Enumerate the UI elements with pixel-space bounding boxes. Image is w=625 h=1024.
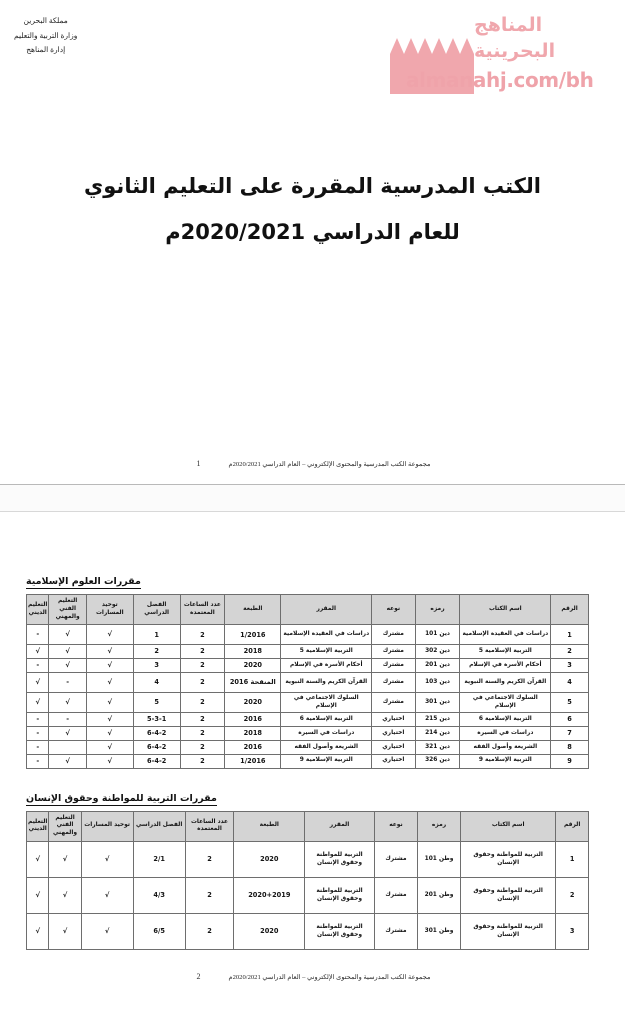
cell-unified-tracks: √ — [86, 659, 133, 673]
cell-book-name: دراسات في السيرة — [460, 727, 551, 741]
col-header-religious: التعليم الديني — [27, 811, 49, 841]
col-header-technical-vocational: التعليم الفني والمهني — [49, 811, 81, 841]
cell-technical-vocational — [49, 741, 86, 755]
almanahj-watermark-logo — [378, 10, 603, 92]
cell-no: 8 — [551, 741, 589, 755]
cell-type: مشترك — [372, 645, 415, 659]
document-page-1 — [0, 0, 625, 484]
page-separator — [0, 484, 625, 512]
cover-title-line-2: للعام الدراسي 2020/2021م — [165, 219, 460, 244]
cell-book-name: الشريعة وأصول الفقه — [460, 741, 551, 755]
cell-semester: 4/3 — [133, 878, 185, 914]
citizenship-table — [26, 811, 589, 950]
col-header-religious: التعليم الديني — [27, 595, 49, 625]
cell-no: 2 — [556, 878, 589, 914]
cell-course: التربية الإسلامية 5 — [281, 645, 372, 659]
cell-code: دين 214 — [415, 727, 460, 741]
cell-unified-tracks: √ — [86, 741, 133, 755]
cell-course: التربية الإسلامية 9 — [281, 754, 372, 768]
col-header-edition: الطبعة — [225, 595, 281, 625]
cell-code: دين 201 — [415, 659, 460, 673]
cell-course: التربية الإسلامية 6 — [281, 713, 372, 727]
cell-code: وطن 101 — [418, 842, 461, 878]
col-header-code: رمزه — [418, 811, 461, 841]
cell-no: 7 — [551, 727, 589, 741]
cell-course: دراسات في السيرة — [281, 727, 372, 741]
cell-hours: 2 — [185, 914, 234, 950]
col-header-code: رمزه — [415, 595, 460, 625]
cell-religious: - — [27, 727, 49, 741]
cell-semester: 2/1 — [133, 842, 185, 878]
cell-religious: - — [27, 754, 49, 768]
table-row — [27, 914, 589, 950]
col-header-book-name: اسم الكتاب — [460, 811, 555, 841]
cell-unified-tracks: √ — [81, 914, 133, 950]
cell-code: دين 215 — [415, 713, 460, 727]
cell-hours: 2 — [180, 741, 225, 755]
cell-type: مشترك — [374, 878, 417, 914]
cell-edition: 2018 — [225, 727, 281, 741]
col-header-semester: الفصل الدراسي — [133, 595, 180, 625]
footer-note-2: مجموعة الكتب المدرسية والمحتوى الإلكتروني – العام الدراسي 2020/2021م — [228, 974, 431, 981]
cell-religious: √ — [27, 645, 49, 659]
cell-hours: 2 — [180, 754, 225, 768]
cell-book-name: التربية للمواطنة وحقوق الإنسان — [460, 914, 555, 950]
cell-code: وطن 301 — [418, 914, 461, 950]
cell-course: الشريعة وأصول الفقه — [281, 741, 372, 755]
cell-no: 3 — [556, 914, 589, 950]
cell-type: مشترك — [374, 914, 417, 950]
cell-no: 5 — [551, 693, 589, 713]
cell-edition: 2020 — [234, 914, 305, 950]
col-header-type: نوعه — [372, 595, 415, 625]
cell-semester: 6-4-2 — [133, 754, 180, 768]
cell-hours: 2 — [180, 645, 225, 659]
cell-unified-tracks: √ — [86, 673, 133, 693]
table-row — [27, 645, 589, 659]
ministry-line-department: إدارة المناهج — [26, 45, 66, 55]
cell-hours: 2 — [180, 713, 225, 727]
cell-code: وطن 201 — [418, 878, 461, 914]
cell-edition: 1/2016 — [225, 754, 281, 768]
cell-hours: 2 — [180, 693, 225, 713]
cell-no: 4 — [551, 673, 589, 693]
col-header-semester: الفصل الدراسي — [133, 811, 185, 841]
cell-course: دراسات في العقيدة الإسلامية — [281, 625, 372, 645]
cell-type: اختياري — [372, 713, 415, 727]
cell-code: دين 302 — [415, 645, 460, 659]
cell-edition: 2016 — [225, 741, 281, 755]
cell-book-name: دراسات في العقيدة الإسلامية — [460, 625, 551, 645]
cell-technical-vocational: - — [49, 713, 86, 727]
cell-unified-tracks: √ — [86, 713, 133, 727]
cell-book-name: التربية الإسلامية 9 — [460, 754, 551, 768]
cell-unified-tracks: √ — [86, 645, 133, 659]
cell-book-name: التربية الإسلامية 5 — [460, 645, 551, 659]
section-title-islamic-sciences — [26, 576, 589, 587]
ministry-line-country: مملكة البحرين — [23, 16, 68, 25]
cell-unified-tracks: √ — [86, 754, 133, 768]
col-header-no: الرقم — [551, 595, 589, 625]
cell-religious: - — [27, 659, 49, 673]
table-row — [27, 727, 589, 741]
cell-edition: 2020+2019 — [234, 878, 305, 914]
cell-religious: - — [27, 625, 49, 645]
col-header-edition: الطبعة — [234, 811, 305, 841]
cell-religious: √ — [27, 878, 49, 914]
cell-hours: 2 — [180, 673, 225, 693]
cell-semester: 3 — [133, 659, 180, 673]
logo-arabic-line-1: المناهج — [474, 14, 543, 36]
cell-no: 9 — [551, 754, 589, 768]
islamic-sciences-table — [26, 594, 589, 769]
table-row — [27, 693, 589, 713]
cell-semester: 6/5 — [133, 914, 185, 950]
col-header-no: الرقم — [556, 811, 589, 841]
cover-title — [0, 170, 625, 249]
cell-course: أحكام الأسرة في الإسلام — [281, 659, 372, 673]
cell-no: 6 — [551, 713, 589, 727]
ministry-line-ministry: وزارة التربية والتعليم — [14, 30, 78, 40]
section-citizenship — [0, 769, 625, 950]
cell-no: 1 — [556, 842, 589, 878]
table-row — [27, 673, 589, 693]
cell-technical-vocational: √ — [49, 914, 81, 950]
cell-hours: 2 — [185, 878, 234, 914]
cell-edition: 2020 — [225, 693, 281, 713]
table-row — [27, 659, 589, 673]
cell-technical-vocational: √ — [49, 659, 86, 673]
cell-hours: 2 — [180, 727, 225, 741]
cell-semester: 6-4-2 — [133, 727, 180, 741]
cell-edition: 2016 — [225, 713, 281, 727]
islamic-sciences-table-body — [27, 625, 589, 768]
cell-technical-vocational: √ — [49, 878, 81, 914]
page-2-footer — [0, 972, 625, 991]
section-title-citizenship — [26, 793, 589, 804]
table-row — [27, 754, 589, 768]
col-header-course: المقرر — [281, 595, 372, 625]
cell-technical-vocational: √ — [49, 842, 81, 878]
col-header-book-name: اسم الكتاب — [460, 595, 551, 625]
cell-religious: √ — [27, 842, 49, 878]
col-header-course: المقرر — [305, 811, 375, 841]
section-title-citizenship-text: مقررات التربية للمواطنة وحقوق الإنسان — [26, 792, 217, 804]
page-number-2: 2 — [196, 972, 201, 981]
cell-semester: 1 — [133, 625, 180, 645]
footer-note-1: مجموعة الكتب المدرسية والمحتوى الإلكتروني – العام الدراسي 2020/2021م — [228, 461, 431, 468]
cell-semester: 2 — [133, 645, 180, 659]
cell-course: التربية للمواطنة وحقوق الإنسان — [305, 842, 375, 878]
cell-religious: √ — [27, 693, 49, 713]
cell-unified-tracks: √ — [81, 842, 133, 878]
table-row — [27, 741, 589, 755]
cell-no: 2 — [551, 645, 589, 659]
cover-title-line-1: الكتب المدرسية المقررة على التعليم الثانوي — [84, 174, 541, 198]
cell-technical-vocational: √ — [49, 625, 86, 645]
cell-unified-tracks: √ — [86, 693, 133, 713]
cell-technical-vocational: - — [49, 673, 86, 693]
cell-technical-vocational: √ — [49, 754, 86, 768]
cell-edition: 2020 — [234, 842, 305, 878]
ministry-heading — [14, 10, 77, 58]
cell-unified-tracks: √ — [81, 878, 133, 914]
cell-code: دين 321 — [415, 741, 460, 755]
cell-course: التربية للمواطنة وحقوق الإنسان — [305, 914, 375, 950]
section-islamic-sciences — [0, 512, 625, 769]
col-header-unified-tracks: توحيد المسارات — [86, 595, 133, 625]
cell-edition: 1/2016 — [225, 625, 281, 645]
table-row — [27, 713, 589, 727]
cell-hours: 2 — [185, 842, 234, 878]
cell-semester: 6-4-2 — [133, 741, 180, 755]
cell-semester: 5 — [133, 693, 180, 713]
table-header-row — [27, 811, 589, 841]
cell-no: 1 — [551, 625, 589, 645]
table-header-row — [27, 595, 589, 625]
logo-arabic-line-2: البحرينية — [474, 40, 556, 62]
cell-book-name: التربية للمواطنة وحقوق الإنسان — [460, 878, 555, 914]
col-header-technical-vocational: التعليم الفني والمهني — [49, 595, 86, 625]
citizenship-table-body — [27, 842, 589, 950]
cell-religious: √ — [27, 914, 49, 950]
col-header-type: نوعه — [374, 811, 417, 841]
col-header-hours: عدد الساعات المعتمدة — [185, 811, 234, 841]
cell-code: دين 301 — [415, 693, 460, 713]
cell-book-name: أحكام الأسرة في الإسلام — [460, 659, 551, 673]
cell-religious: - — [27, 713, 49, 727]
cell-edition: 2020 — [225, 659, 281, 673]
cell-edition: المنقحة 2016 — [225, 673, 281, 693]
document-page-2 — [0, 512, 625, 1024]
cell-religious: - — [27, 741, 49, 755]
cell-type: اختياري — [372, 741, 415, 755]
col-header-hours: عدد الساعات المعتمدة — [180, 595, 225, 625]
col-header-unified-tracks: توحيد المسارات — [81, 811, 133, 841]
cell-religious: √ — [27, 673, 49, 693]
cell-book-name: التربية الإسلامية 6 — [460, 713, 551, 727]
logo-url-text: almanahj.com/bh — [406, 68, 594, 92]
cell-type: اختياري — [372, 754, 415, 768]
cell-course: التربية للمواطنة وحقوق الإنسان — [305, 878, 375, 914]
cell-course: السلوك الاجتماعي في الإسلام — [281, 693, 372, 713]
page-1-footer — [0, 459, 625, 468]
cell-book-name: التربية للمواطنة وحقوق الإنسان — [460, 842, 555, 878]
cell-semester: 5-3-1 — [133, 713, 180, 727]
cell-type: مشترك — [372, 693, 415, 713]
cell-book-name: السلوك الاجتماعي في الإسلام — [460, 693, 551, 713]
table-row — [27, 625, 589, 645]
cell-technical-vocational: √ — [49, 693, 86, 713]
cell-hours: 2 — [180, 625, 225, 645]
cell-course: القرآن الكريم والسنة النبوية — [281, 673, 372, 693]
cell-unified-tracks: √ — [86, 727, 133, 741]
page-number-1: 1 — [196, 459, 201, 468]
cell-no: 3 — [551, 659, 589, 673]
cell-semester: 4 — [133, 673, 180, 693]
cell-technical-vocational: √ — [49, 727, 86, 741]
cell-technical-vocational: √ — [49, 645, 86, 659]
table-row — [27, 878, 589, 914]
cell-type: مشترك — [374, 842, 417, 878]
cell-type: مشترك — [372, 625, 415, 645]
cell-code: دين 103 — [415, 673, 460, 693]
cell-code: دين 326 — [415, 754, 460, 768]
section-title-islamic-sciences-text: مقررات العلوم الإسلامية — [26, 576, 141, 587]
table-row — [27, 842, 589, 878]
cell-hours: 2 — [180, 659, 225, 673]
cell-book-name: القرآن الكريم والسنة النبوية — [460, 673, 551, 693]
cell-edition: 2018 — [225, 645, 281, 659]
cell-type: اختياري — [372, 727, 415, 741]
cell-type: مشترك — [372, 659, 415, 673]
cell-type: مشترك — [372, 673, 415, 693]
cell-unified-tracks: √ — [86, 625, 133, 645]
page-header — [0, 0, 625, 92]
cell-code: دين 101 — [415, 625, 460, 645]
